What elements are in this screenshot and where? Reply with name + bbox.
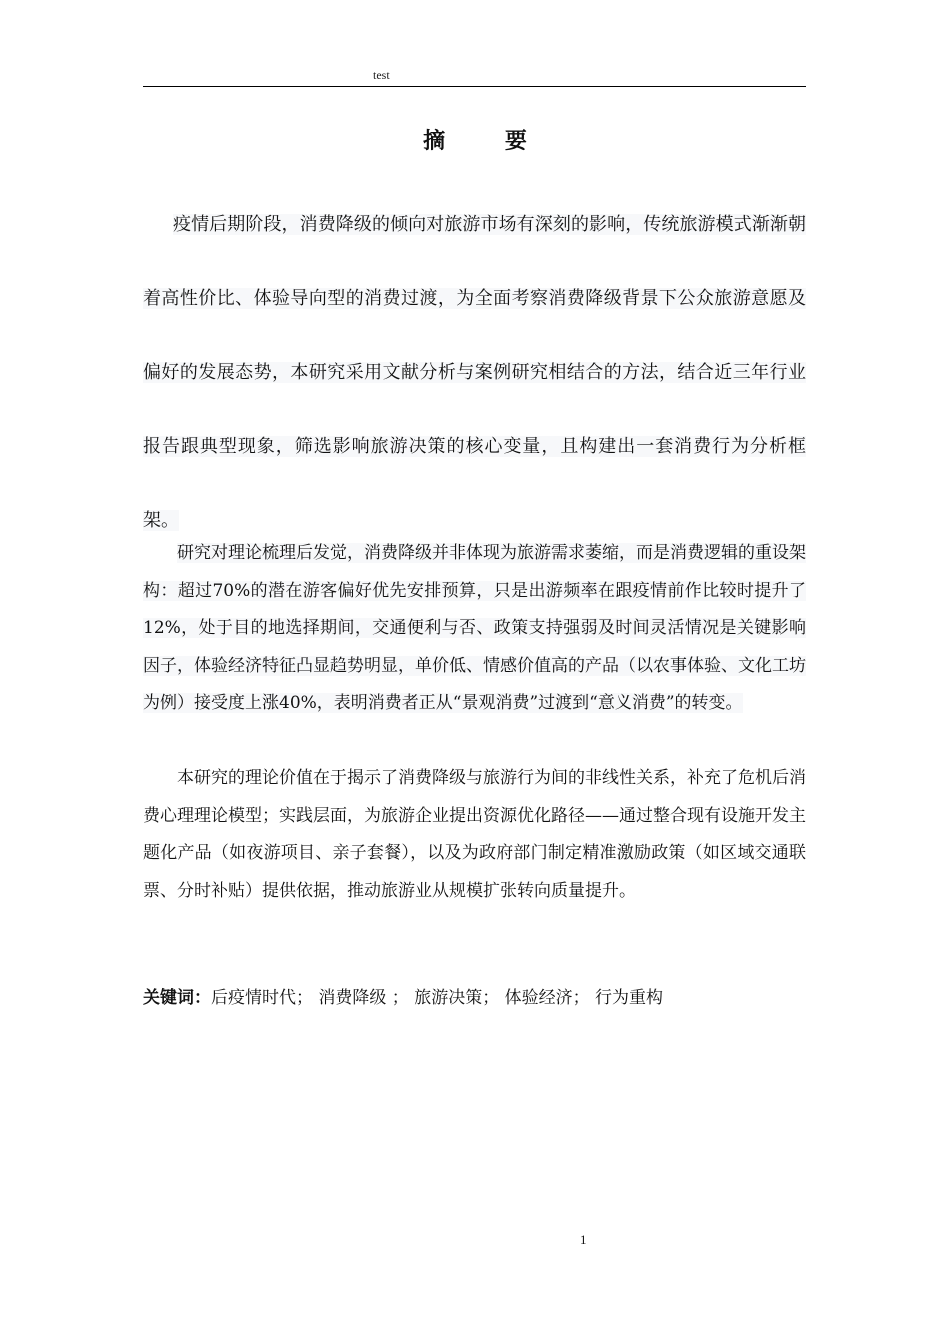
paragraph-2-text: 研究对理论梳理后发觉，消费降级并非体现为旅游需求萎缩，而是消费逻辑的重设架构：超过70%的潜在游客偏好优先安排预算，只是出游频率在跟疫情前作比较时提升了12%，处于目的地选择期间，交通便利与否、政策支持强弱及时间灵活情况是关键影响因子，体验经济特征凸显趋势明显，单价低、情感价值高的产品（以农事体验、文化工坊为例）接受度上涨40%，表明消费者正从“景观消费”过渡到“意义消费”的转变。 <box>143 543 806 713</box>
abstract-title: 摘 要 <box>423 129 553 154</box>
keywords-line <box>143 985 663 1011</box>
keywords-items: 后疫情时代； 消费降级 ； 旅游决策； 体验经济； 行为重构 <box>211 988 664 1008</box>
abstract-paragraph-2 <box>143 535 806 723</box>
page-number: 1 <box>580 1232 587 1247</box>
header-rule <box>143 86 806 87</box>
abstract-paragraph-3: 本研究的理论价值在于揭示了消费降级与旅游行为间的非线性关系，补充了危机后消费心理理论模型；实践层面，为旅游企业提出资源优化路径——通过整合现有设施开发主题化产品（如夜游项目、亲子套餐），以及为政府部门制定精准激励政策（如区域交通联票、分时补贴）提供依据，推动旅游业从规模扩张转向质量提升。 <box>143 768 806 901</box>
header-text: test <box>373 68 390 82</box>
paragraph-1-text: 疫情后期阶段，消费降级的倾向对旅游市场有深刻的影响，传统旅游模式渐渐朝着高性价比、体验导向型的消费过渡，为全面考察消费降级背景下公众旅游意愿及偏好的发展态势，本研究采用文献分析与案例研究相结合的方法，结合近三年行业报告跟典型现象，筛选影响旅游决策的核心变量，且构建出一套消费行为分析框架。 <box>143 214 806 531</box>
abstract-paragraph-1 <box>143 188 806 558</box>
keywords-label: 关键词： <box>143 988 211 1008</box>
